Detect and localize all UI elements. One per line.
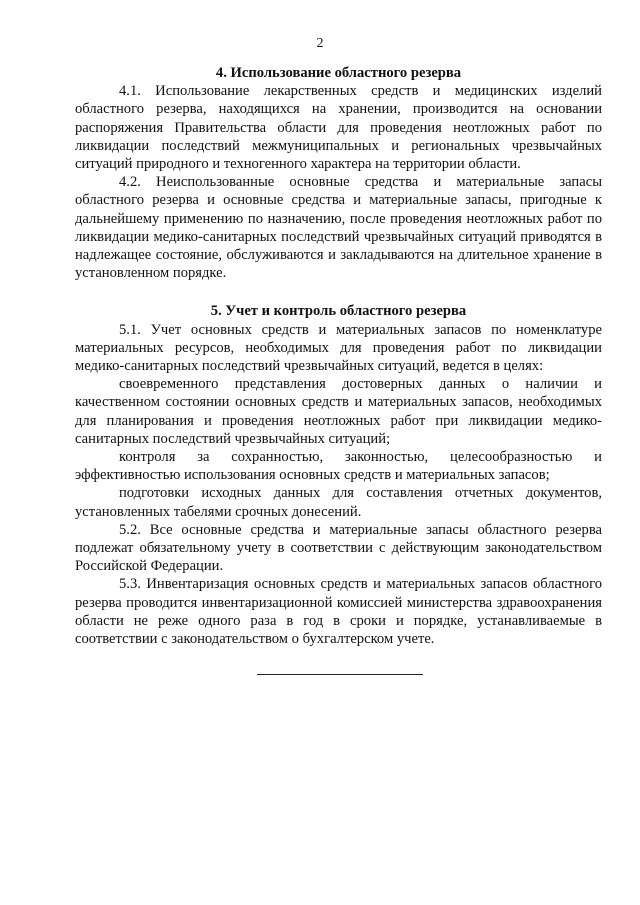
- paragraph-5-1-item-control: контроля за сохранностью, законностью, целесообразностью и эффективностью использования основных средств и материальных запасов;: [75, 449, 602, 484]
- page-number: 2: [316, 36, 324, 51]
- section-4-heading: 4. Использование областного резерва: [215, 65, 462, 81]
- paragraph-4-1: 4.1. Использование лекарственных средств и медицинских изделий областного резерва, находящихся на хранении, производится на основании распоряжения Правительства области для проведения неотложных работ по ликвидации последствий межмуниципальных и региональных чрезвычайных ситуаций природного и техногенного характера на территории области.: [75, 83, 602, 173]
- paragraph-5-2: 5.2. Все основные средства и материальные запасы областного резерва подлежат обязательному учету в соответствии с действующим законодательством Российской Федерации.: [75, 521, 602, 575]
- document-body: [75, 64, 602, 648]
- section-5-heading: 5. Учет и контроль областного резерва: [210, 303, 467, 320]
- paragraph-4-2: 4.2. Неиспользованные основные средства и материальные запасы областного резерва и основные средства и материальные запасы, пригодные к дальнейшему применению по назначению, после проведения неотложных работ по ликвидации медико-санитарных последствий чрезвычайных ситуаций приводятся в надлежащее состояние, обслуживаются и закладываются на длительное хранение в установленном порядке.: [75, 174, 602, 282]
- paragraph-5-3: 5.3. Инвентаризация основных средств и материальных запасов областного резерва проводится инвентаризационной комиссией министерства здравоохранения области не реже одного раза в год в сроки и порядке, устанавливаемые в соответствии с законодательством о бухгалтерском учете.: [75, 576, 602, 648]
- end-divider-line: [257, 674, 423, 675]
- paragraph-5-1-item-timely: своевременного представления достоверных данных о наличии и качественном состоянии основных средств и материальных запасов, необходимых для планирования и проведения неотложных работ при ликвидации медико-санитарных последствий чрезвычайных ситуаций;: [75, 376, 602, 447]
- paragraph-5-1-item-reports: подготовки исходных данных для составления отчетных документов, установленных табелями срочных донесений.: [75, 485, 602, 520]
- paragraph-5-1: 5.1. Учет основных средств и материальных запасов по номенклатуре материальных ресурсов, необходимых для проведения работ по ликвидации медико-санитарных последствий чрезвычайных ситуаций, ведется в целях:: [75, 321, 602, 375]
